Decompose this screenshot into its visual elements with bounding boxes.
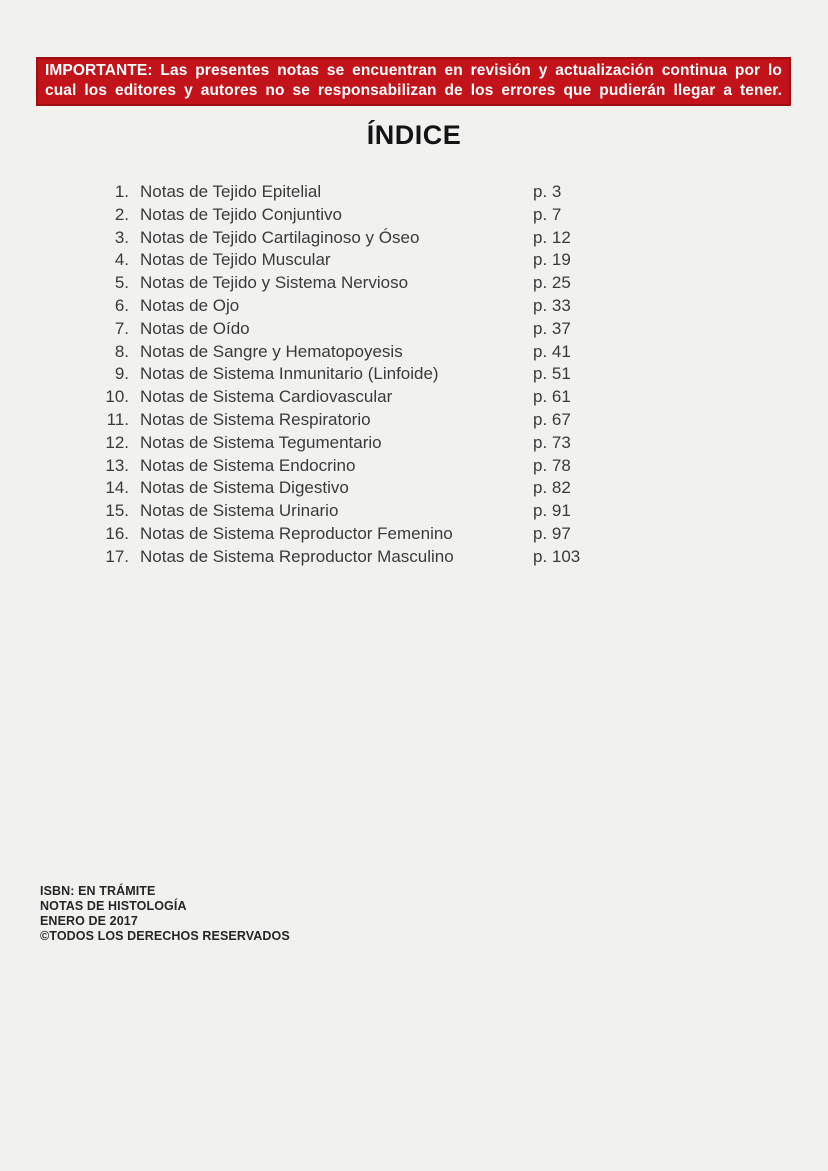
toc-item-title: Notas de Oído (140, 318, 250, 338)
toc-item-number: 12. (105, 432, 129, 452)
toc-row (103, 295, 623, 318)
toc-row (103, 386, 623, 409)
toc-row (103, 477, 623, 500)
toc-item-title: Notas de Sangre y Hematopoyesis (140, 341, 403, 361)
toc-item-number: 16. (105, 523, 129, 543)
toc-item-title: Notas de Sistema Respiratorio (140, 409, 371, 429)
toc-item-title: Notas de Tejido Epitelial (140, 182, 322, 201)
toc-item-title: Notas de Tejido Cartilaginoso y Óseo (140, 227, 420, 247)
toc-item-number: 7. (114, 318, 129, 338)
toc-item-number: 8. (114, 341, 129, 361)
toc-item-title: Notas de Sistema Tegumentario (140, 432, 382, 452)
toc-item-page: p. 25 (533, 273, 571, 293)
toc-item-title: Notas de Sistema Digestivo (140, 478, 349, 498)
toc-item-page: p. 82 (533, 478, 571, 498)
toc-item-number: 3. (114, 227, 129, 247)
toc-item-title: Notas de Sistema Reproductor Femenino (140, 523, 453, 543)
toc-row (103, 363, 623, 386)
toc-item-page: p. 67 (533, 409, 571, 429)
notice-line-1: IMPORTANTE: Las presentes notas se encuentran en revisión y actualización continua por lo (45, 62, 782, 79)
page-title: ÍNDICE (366, 120, 462, 150)
toc-row (103, 272, 623, 295)
toc-item-page: p. 61 (533, 387, 571, 407)
toc-item-number: 14. (105, 478, 129, 498)
notice-line-2: cual los editores y autores no se responsabilizan de los errores que pudierán llegar a tener. (45, 81, 782, 99)
table-of-contents (103, 181, 623, 569)
toc-row (103, 227, 623, 250)
toc-item-number: 1. (114, 182, 129, 201)
date-line: ENERO DE 2017 (40, 914, 138, 928)
toc-row (103, 409, 623, 432)
toc-row (103, 455, 623, 478)
toc-row (103, 181, 623, 204)
toc-item-page: p. 78 (533, 455, 571, 475)
toc-item-number: 15. (105, 501, 129, 521)
toc-item-number: 11. (106, 409, 129, 429)
toc-item-number: 4. (114, 250, 129, 270)
toc-item-page: p. 73 (533, 432, 571, 452)
toc-row (103, 204, 623, 227)
toc-item-page: p. 103 (533, 546, 581, 566)
toc-item-number: 2. (114, 204, 129, 224)
toc-item-page: p. 3 (533, 182, 562, 201)
toc-item-page: p. 12 (533, 227, 571, 247)
toc-row (103, 249, 623, 272)
rights-line: ©TODOS LOS DERECHOS RESERVADOS (40, 929, 290, 943)
toc-row (103, 318, 623, 341)
toc-item-page: p. 51 (533, 364, 571, 384)
toc-item-title: Notas de Sistema Inmunitario (Linfoide) (140, 364, 439, 384)
toc-item-number: 9. (114, 364, 129, 384)
toc-item-number: 6. (114, 295, 129, 315)
toc-item-title: Notas de Tejido Muscular (140, 250, 331, 270)
toc-row (103, 432, 623, 455)
toc-item-title: Notas de Sistema Reproductor Masculino (140, 546, 454, 566)
work-title-line: NOTAS DE HISTOLOGÍA (40, 899, 187, 913)
important-notice-banner (36, 57, 791, 106)
toc-item-number: 5. (114, 273, 129, 293)
toc-item-page: p. 33 (533, 295, 571, 315)
toc-row (103, 523, 623, 546)
toc-item-title: Notas de Sistema Urinario (140, 501, 339, 521)
toc-item-number: 17. (105, 546, 129, 566)
toc-item-page: p. 41 (533, 341, 571, 361)
toc-row (103, 341, 623, 364)
toc-item-page: p. 19 (533, 250, 571, 270)
copyright-block (40, 884, 290, 944)
toc-row (103, 500, 623, 523)
isbn-line: ISBN: EN TRÁMITE (40, 884, 156, 898)
toc-item-page: p. 7 (533, 204, 562, 224)
toc-row (103, 546, 623, 569)
toc-item-page: p. 37 (533, 318, 571, 338)
toc-item-page: p. 97 (533, 523, 571, 543)
toc-item-page: p. 91 (533, 501, 571, 521)
toc-item-title: Notas de Sistema Cardiovascular (140, 387, 393, 407)
toc-item-title: Notas de Ojo (140, 295, 240, 315)
toc-item-title: Notas de Tejido Conjuntivo (140, 204, 342, 224)
toc-item-number: 10. (105, 387, 129, 407)
toc-item-title: Notas de Sistema Endocrino (140, 455, 356, 475)
toc-item-number: 13. (105, 455, 129, 475)
toc-item-title: Notas de Tejido y Sistema Nervioso (140, 273, 409, 293)
